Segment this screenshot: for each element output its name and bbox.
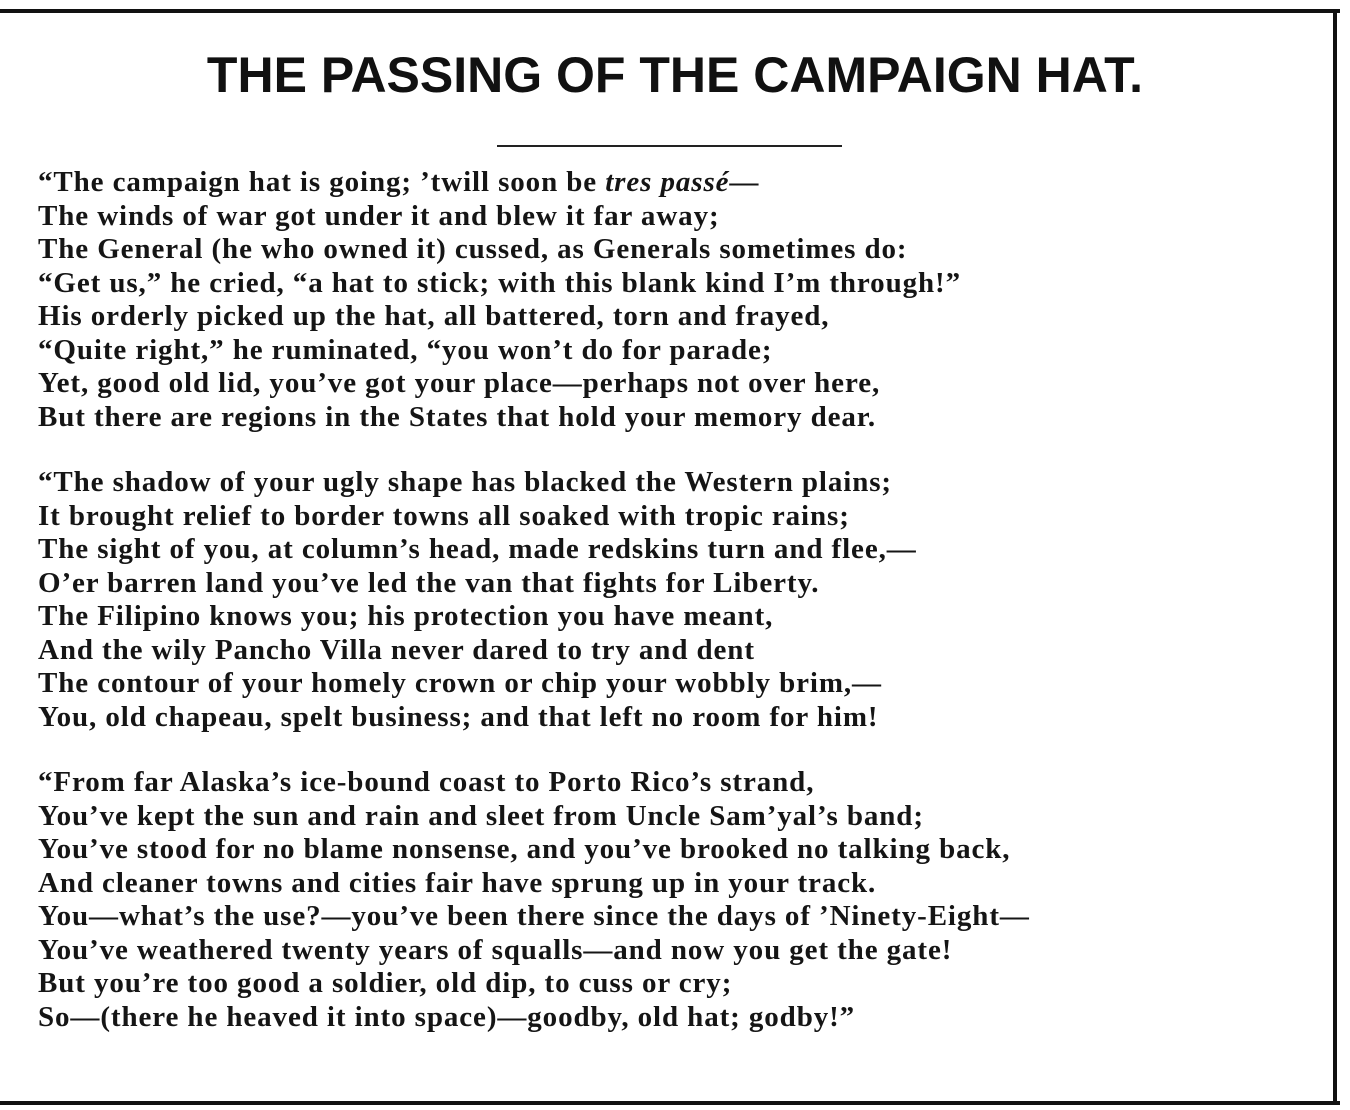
poem-line: You’ve stood for no blame nonsense, and you’ve brooked no talking back, [38,833,1011,865]
poem-line: The winds of war got under it and blew it far away; [38,199,720,232]
poem-line [38,166,1318,200]
poem-line: “Quite right,” he ruminated, “you won’t do for parade; [38,333,773,366]
poem-line: You—what’s the use?—you’ve been there since the days of ’Ninety-Eight— [38,900,1030,932]
poem-title: THE PASSING OF THE CAMPAIGN HAT. [206,47,1144,103]
title-divider [497,145,842,147]
poem-line: You, old chapeau, spelt business; and that left no room for him! [38,700,879,733]
stanza-1 [38,166,1318,434]
poem-line: O’er barren land you’ve led the van that fights for Liberty. [38,566,820,599]
poem-line: The sight of you, at column’s head, made redskins turn and flee,— [38,533,917,565]
poem-line: And the wily Pancho Villa never dared to try and dent [38,633,755,666]
poem-line: Yet, good old lid, you’ve got your place—perhaps not over here, [38,367,881,399]
poem-line: You’ve kept the sun and rain and sleet from Uncle Sam’yal’s band; [38,799,924,832]
poem-line: But you’re too good a soldier, old dip, to cuss or cry; [38,967,733,999]
stanza-2 [38,466,1318,734]
poem-body [38,166,1318,1066]
poem-line: So—(there he heaved it into space)—goodby, old hat; godby!” [38,1000,856,1033]
poem-line: “From far Alaska’s ice-bound coast to Porto Rico’s strand, [38,766,815,798]
poem-line: You’ve weathered twenty years of squalls—and now you get the gate! [38,933,953,966]
italic-phrase: tres passé [605,166,730,198]
bottom-border-rule [0,1101,1340,1105]
right-border-rule [1333,11,1337,1105]
poem-line: It brought relief to border towns all soaked with tropic rains; [38,499,850,532]
line-text: — [729,166,760,198]
poem-line: “The shadow of your ugly shape has blacked the Western plains; [38,466,892,498]
poem-line: His orderly picked up the hat, all battered, torn and frayed, [38,300,830,332]
top-border-rule [0,9,1340,13]
poem-line: And cleaner towns and cities fair have sprung up in your track. [38,866,877,899]
poem-line: The General (he who owned it) cussed, as Generals sometimes do: [38,233,908,265]
poem-line: The contour of your homely crown or chip your wobbly brim,— [38,667,882,699]
poem-line: “Get us,” he cried, “a hat to stick; with this blank kind I’m through!” [38,266,961,299]
poem-line: The Filipino knows you; his protection you have meant, [38,600,774,632]
stanza-3 [38,766,1318,1034]
poem-line: But there are regions in the States that hold your memory dear. [38,400,877,433]
line-text: “The campaign hat is going; ’twill soon be [38,166,606,198]
